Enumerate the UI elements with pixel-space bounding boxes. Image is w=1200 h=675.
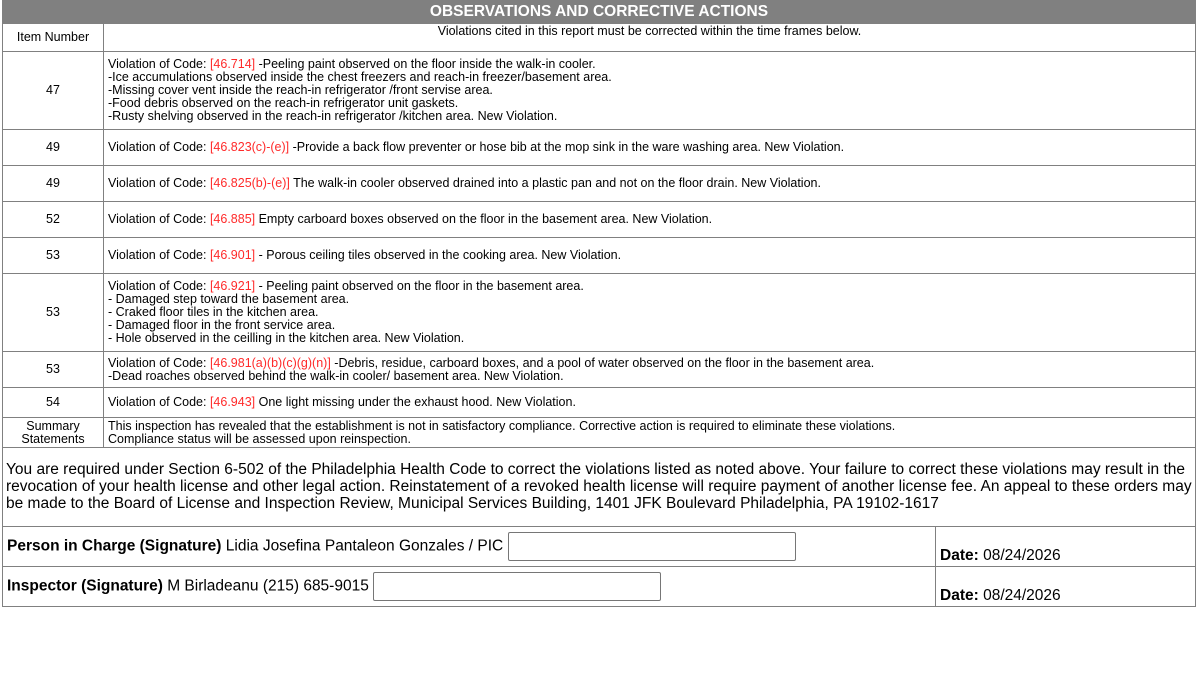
item-number-header: Item Number (3, 24, 104, 52)
violation-description: The walk-in cooler observed drained into a plastic pan and not on the floor drain. New Violation. (289, 176, 821, 190)
violation-detail-line: -Food debris observed on the reach-in refrigerator unit gaskets. (108, 96, 459, 110)
table-row (3, 388, 1196, 418)
violation-description: - Peeling paint observed on the floor in the basement area. (255, 279, 584, 293)
violation-description: -Peeling paint observed on the floor inside the walk-in cooler. (255, 57, 596, 71)
violation-text (104, 388, 1196, 418)
violation-description: -Debris, residue, carboard boxes, and a pool of water observed on the floor in the basement area. (330, 355, 875, 370)
violation-first-line (108, 177, 1191, 190)
pic-date-label: Date: (940, 546, 979, 564)
violation-code: [46.901] (209, 248, 256, 262)
inspector-date-label: Date: (940, 586, 979, 604)
inspector-signature-field[interactable] (373, 572, 661, 601)
inspector-label: Inspector (Signature) (7, 577, 163, 595)
violation-text (104, 130, 1196, 166)
violation-text (104, 52, 1196, 130)
item-number: 53 (3, 238, 104, 274)
summary-line: This inspection has revealed that the establishment is not in satisfactory compliance. Corrective action is required to eliminate these violations. (108, 418, 896, 433)
item-number: 49 (3, 166, 104, 202)
summary-line: Compliance status will be assessed upon reinspection. (108, 431, 411, 446)
pic-label: Person in Charge (Signature) (7, 537, 222, 555)
person-in-charge-signature (3, 526, 936, 566)
violation-detail-line: -Ice accumulations observed inside the chest freezers and reach-in freezer/basement area. (108, 70, 612, 84)
violations-list (3, 52, 1196, 418)
pic-date-cell (936, 526, 1196, 566)
violation-first-line (108, 141, 1191, 154)
violation-prefix: Violation of Code: (108, 176, 210, 190)
violation-code: [46.921] (209, 279, 256, 293)
item-number: 53 (3, 274, 104, 352)
table-row (3, 274, 1196, 352)
violation-text (104, 202, 1196, 238)
pic-date: 08/24/2026 (978, 546, 1061, 564)
violation-first-line (108, 213, 1191, 226)
summary-label: Summary Statements (3, 418, 104, 448)
violation-text (104, 238, 1196, 274)
violation-detail-line: -Missing cover vent inside the reach-in refrigerator /front servise area. (108, 83, 493, 97)
violation-detail-line: - Craked floor tiles in the kitchen area. (108, 305, 319, 319)
violation-prefix: Violation of Code: (108, 395, 210, 409)
violation-description: - Porous ceiling tiles observed in the cooking area. New Violation. (255, 248, 622, 262)
violation-detail-line: -Rusty shelving observed in the reach-in refrigerator /kitchen area. New Violation. (108, 109, 558, 123)
violations-header: Violations cited in this report must be corrected within the time frames below. (104, 24, 1196, 52)
violation-text (104, 352, 1196, 388)
violation-first-line (108, 249, 1191, 262)
violation-detail-line: - Hole observed in the ceilling in the kitchen area. New Violation. (108, 331, 465, 345)
table-row (3, 202, 1196, 238)
inspector-signature (3, 566, 936, 606)
observations-table (2, 0, 1196, 448)
pic-name: Lidia Josefina Pantaleon Gonzales / PIC (221, 537, 508, 555)
violation-detail-line: - Damaged step toward the basement area. (108, 292, 350, 306)
violation-prefix: Violation of Code: (108, 212, 210, 226)
legal-notice: You are required under Section 6-502 of the Philadelphia Health Code to correct the violations listed as noted above. Your failure to correct these violations may result in the revocation of your health license and other legal action. Reinstatement of a revoked health license will require payment of another license fee. An appeal to these orders may be made to the Board of License and Inspection Review, Municipal Services Building, 1401 JFK Boulevard Philadelphia, PA 19102-1617 (3, 448, 1196, 526)
violation-code: [46.885] (209, 212, 256, 226)
violation-prefix: Violation of Code: (108, 355, 210, 370)
violation-description: -Provide a back flow preventer or hose bib at the mop sink in the ware washing area. New Violation. (289, 140, 845, 154)
violation-code: [46.714] (209, 57, 256, 71)
item-number: 54 (3, 388, 104, 418)
violation-text (104, 274, 1196, 352)
item-number: 53 (3, 352, 104, 388)
item-number: 52 (3, 202, 104, 238)
violation-prefix: Violation of Code: (108, 279, 210, 293)
violation-text (104, 166, 1196, 202)
violation-code: [46.825(b)-(e)] (209, 176, 290, 190)
violation-description: Empty carboard boxes observed on the floor in the basement area. New Violation. (255, 212, 713, 226)
violation-prefix: Violation of Code: (108, 57, 210, 71)
table-row (3, 352, 1196, 388)
table-row (3, 130, 1196, 166)
inspector-name: M Birladeanu (215) 685-9015 (162, 577, 374, 595)
signature-table (2, 448, 1196, 607)
violation-description: One light missing under the exhaust hood. New Violation. (255, 395, 576, 409)
pic-signature-field[interactable] (508, 532, 796, 561)
table-row (3, 166, 1196, 202)
inspector-date-cell (936, 566, 1196, 606)
table-row (3, 238, 1196, 274)
section-title: OBSERVATIONS AND CORRECTIVE ACTIONS (3, 1, 1196, 24)
inspector-date: 08/24/2026 (978, 586, 1061, 604)
violation-code: [46.943] (209, 395, 256, 409)
item-number: 49 (3, 130, 104, 166)
violation-first-line (108, 357, 1191, 370)
violation-prefix: Violation of Code: (108, 140, 210, 154)
item-number: 47 (3, 52, 104, 130)
violation-detail-line: -Dead roaches observed behind the walk-in cooler/ basement area. New Violation. (108, 368, 564, 383)
violation-code: [46.981(a)(b)(c)(g)(n)] (209, 355, 331, 370)
table-row (3, 52, 1196, 130)
violation-first-line (108, 396, 1191, 409)
summary-text (104, 418, 1196, 448)
violation-detail-line: - Damaged floor in the front service area. (108, 318, 336, 332)
inspection-report (2, 0, 1195, 607)
violation-prefix: Violation of Code: (108, 248, 210, 262)
violation-code: [46.823(c)-(e)] (209, 140, 290, 154)
